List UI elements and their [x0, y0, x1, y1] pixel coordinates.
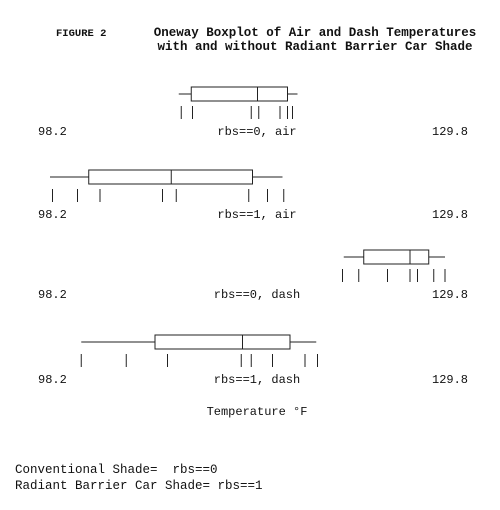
- range-min-label: 98.2: [38, 373, 67, 387]
- boxplot-groups: [38, 87, 468, 387]
- range-max-label: 129.8: [432, 373, 469, 387]
- chart-title: Oneway Boxplot of Air and Dash Temperatures: [153, 26, 477, 40]
- iqr-box: [191, 87, 287, 101]
- boxplot-group: [38, 170, 468, 222]
- boxplot-group: [38, 250, 468, 302]
- legend-line-radiant: Radiant Barrier Car Shade= rbs==1: [15, 479, 263, 493]
- range-max-label: 129.8: [432, 288, 469, 302]
- range-min-label: 98.2: [38, 288, 67, 302]
- legend-line-conventional: Conventional Shade= rbs==0: [15, 463, 218, 477]
- chart-subtitle: with and without Radiant Barrier Car Shade: [157, 40, 473, 54]
- x-axis-label: Temperature °F: [206, 405, 308, 419]
- iqr-box: [89, 170, 253, 184]
- group-label: rbs==1, dash: [213, 373, 301, 387]
- range-min-label: 98.2: [38, 208, 67, 222]
- boxplot-group: [38, 335, 468, 387]
- range-max-label: 129.8: [432, 208, 469, 222]
- group-label: rbs==1, air: [217, 208, 297, 222]
- group-label: rbs==0, air: [217, 125, 297, 139]
- boxplot-group: [38, 87, 468, 139]
- group-label: rbs==0, dash: [213, 288, 301, 302]
- iqr-box: [364, 250, 429, 264]
- iqr-box: [155, 335, 290, 349]
- range-min-label: 98.2: [38, 125, 67, 139]
- figure-label: FIGURE 2: [56, 28, 107, 40]
- range-max-label: 129.8: [432, 125, 469, 139]
